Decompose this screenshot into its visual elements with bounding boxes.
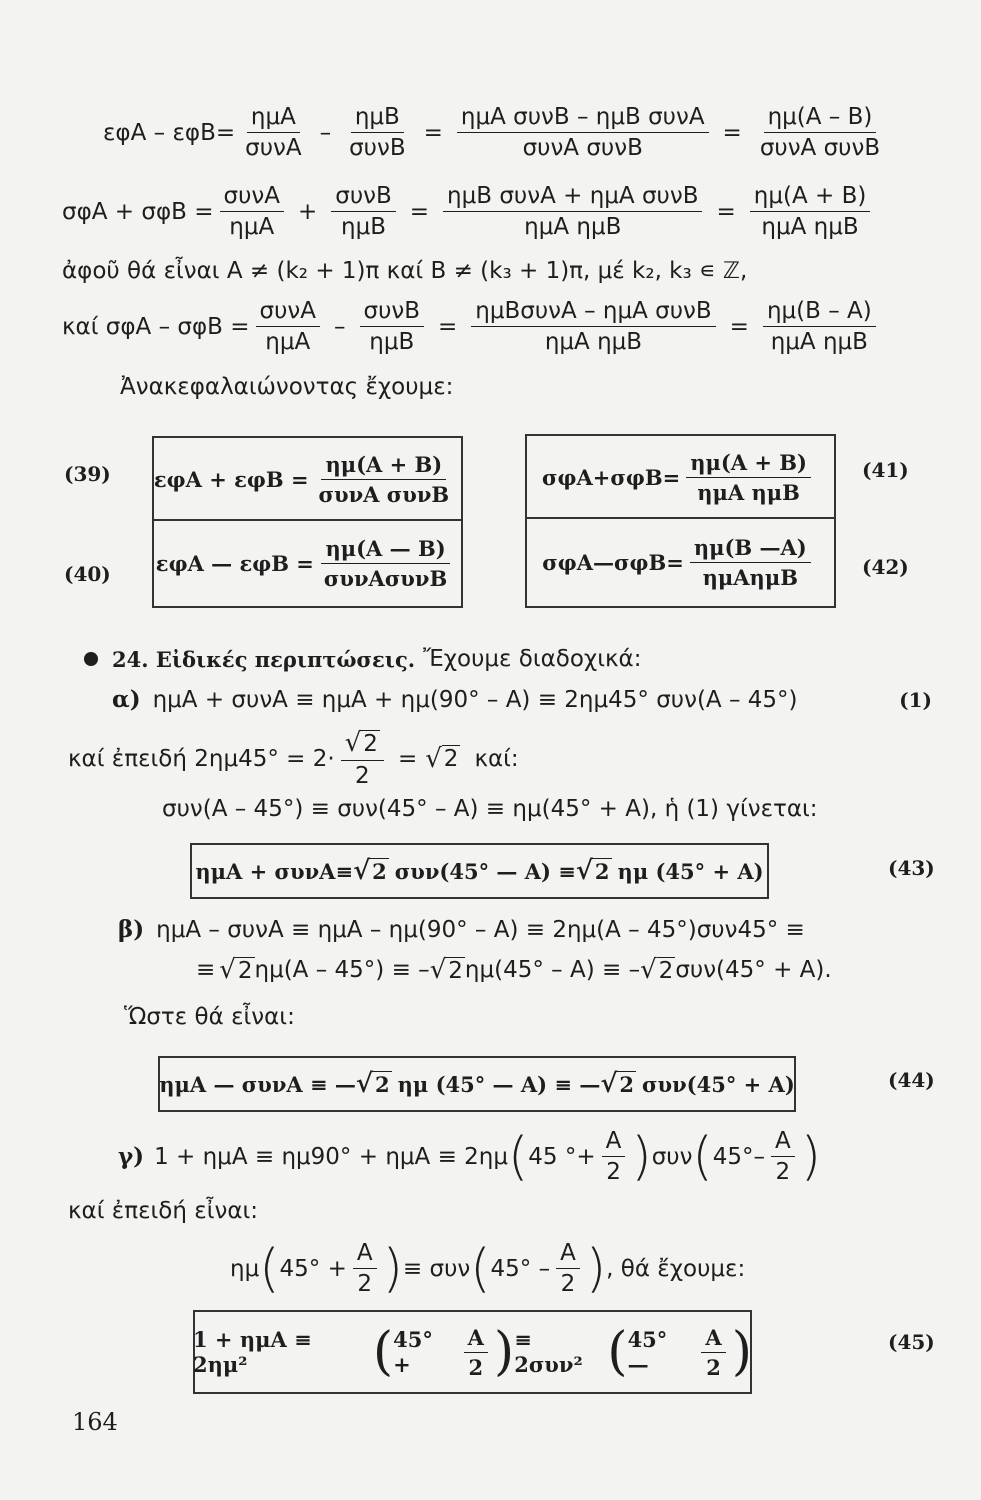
operator: – xyxy=(334,313,346,340)
root-icon: √ xyxy=(219,955,236,985)
numerator: ημ(B —A) xyxy=(690,535,811,563)
numerator: ημ(A + B) xyxy=(321,452,446,480)
equals-sign: = xyxy=(423,119,443,146)
case-g-line1 xyxy=(118,1128,821,1185)
fraction xyxy=(360,298,425,355)
fraction xyxy=(341,728,384,789)
formula-42 xyxy=(525,522,834,602)
eq-number-42: (42) xyxy=(862,555,909,579)
numerator: A xyxy=(464,1325,488,1353)
formula-part: 1 + ημA ≡ 2ημ² xyxy=(193,1327,312,1377)
formula-part: συν(45° + A) xyxy=(642,1071,795,1097)
denominator: 2 xyxy=(357,1271,373,1297)
equals-sign: = xyxy=(716,198,736,225)
numerator: συνA xyxy=(256,298,320,327)
case-label: β) xyxy=(118,916,145,943)
formula-part: 45° + xyxy=(279,1255,347,1282)
formula-43 xyxy=(190,843,769,899)
divider xyxy=(525,517,834,519)
denominator: ημA xyxy=(265,329,311,355)
root-icon: √ xyxy=(353,856,371,886)
fraction xyxy=(686,450,811,505)
denominator: συνB xyxy=(349,135,406,161)
formula-part: , θά ἔχουμε: xyxy=(606,1255,746,1282)
left-paren: ( xyxy=(692,1126,713,1187)
eq2-lhs: σφA + σφB = xyxy=(62,198,214,225)
left-paren: ( xyxy=(607,1322,628,1382)
eq-number-39: (39) xyxy=(64,462,111,486)
denominator: 2 xyxy=(355,763,370,789)
condition-line xyxy=(62,258,747,284)
formula-part: συν(45° — A) ≡ xyxy=(394,858,576,884)
eq-number-1: (1) xyxy=(899,687,932,712)
section-intro: Ἔχουμε διαδοχικά: xyxy=(423,646,642,672)
eq-number-44: (44) xyxy=(888,1068,935,1092)
denominator: ημA xyxy=(229,214,275,240)
equals-sign: = xyxy=(729,313,749,340)
equals-sign: = xyxy=(409,198,430,225)
radicand: 2 xyxy=(658,957,674,984)
section-title: 24. Εἰδικές περιπτώσεις. xyxy=(112,646,416,672)
denominator: 2 xyxy=(468,1354,484,1380)
denominator: 2 xyxy=(560,1271,576,1297)
formula-part: 45° + xyxy=(393,1327,433,1377)
denominator: ημAημB xyxy=(702,564,798,590)
formula-39 xyxy=(152,440,461,518)
formula-part: συν xyxy=(651,1143,693,1170)
numerator: συνB xyxy=(331,183,396,212)
fraction xyxy=(763,298,876,355)
eq-number-43: (43) xyxy=(888,856,935,880)
numerator: A xyxy=(602,1128,626,1157)
formula-part: 45° — xyxy=(627,1327,668,1377)
denominator: ημA ημB xyxy=(770,329,868,355)
numerator: ημ(A + B) xyxy=(750,183,871,212)
case-g-since xyxy=(68,1198,258,1224)
since-text: καί ἐπειδή 2ημ45° = 2· xyxy=(68,745,335,772)
numerator: ημA xyxy=(247,104,300,133)
formula-part: ≡ 2συν² xyxy=(514,1327,583,1377)
radicand: 2 xyxy=(594,859,610,884)
lhs: εφA — εφB = xyxy=(155,550,314,576)
formula-41 xyxy=(525,438,834,516)
fraction xyxy=(443,183,702,240)
fraction xyxy=(602,1128,626,1185)
root-icon: √ xyxy=(429,955,447,985)
numerator: ημBσυνA – ημA συνB xyxy=(471,298,715,327)
formula-part: ημ (45° — A) ≡ — xyxy=(397,1071,601,1097)
bullet-icon xyxy=(84,652,98,666)
radicand: 2 xyxy=(372,859,387,884)
formula-part: 45° – xyxy=(490,1255,551,1282)
equals-sign: = xyxy=(397,745,418,772)
fraction xyxy=(331,183,396,240)
formula-part: ≡ συν xyxy=(402,1255,471,1282)
eq3-lhs: καί σφA – σφB = xyxy=(62,313,250,340)
right-paren: ) xyxy=(585,1238,607,1299)
equation-cot-sum xyxy=(62,183,876,240)
fraction xyxy=(464,1325,488,1380)
denominator: ημA ημB xyxy=(524,214,622,240)
right-paren: ) xyxy=(382,1238,403,1299)
formula-part: ημ xyxy=(230,1255,260,1282)
fraction xyxy=(771,1128,795,1185)
root-icon: √ xyxy=(344,728,362,758)
radicand: 2 xyxy=(448,957,463,984)
left-paren: ( xyxy=(470,1238,491,1299)
fraction xyxy=(690,535,811,590)
right-paren: ) xyxy=(800,1126,822,1187)
fraction xyxy=(220,183,284,240)
operator: + xyxy=(297,198,318,225)
formula-40 xyxy=(152,524,461,602)
denominator: συνA συνB xyxy=(759,135,881,161)
left-paren: ( xyxy=(259,1238,280,1299)
since-text: καί ἐπειδή εἶναι: xyxy=(68,1198,259,1224)
case-b-formula: ημA – συνA ≡ ημA – ημ(90° – A) ≡ 2ημ(A – 45°)συν45° ≡ xyxy=(156,916,805,943)
equals-sign: = xyxy=(722,119,742,146)
formula-part: ημA — συνA ≡ — xyxy=(159,1071,356,1097)
fraction xyxy=(345,104,410,161)
denominator: ημB xyxy=(341,214,386,240)
lhs: σφA+σφB= xyxy=(542,464,681,490)
radicand: 2 xyxy=(443,746,459,772)
operator: – xyxy=(319,119,332,146)
case-a-since xyxy=(68,728,519,789)
numerator: ημ(B – A) xyxy=(763,298,876,327)
eq1-lhs: εφA – εφB= xyxy=(103,119,236,146)
case-a-line3 xyxy=(162,796,818,822)
and-text: καί: xyxy=(474,745,519,772)
case-g-line3 xyxy=(230,1240,745,1297)
numerator: ημB συνA + ημA συνB xyxy=(443,183,702,212)
lhs: σφA—σφB= xyxy=(542,549,684,575)
fraction xyxy=(750,183,871,240)
denominator: 2 xyxy=(706,1354,721,1380)
formula-part: ημ (45° + A) xyxy=(617,858,764,884)
formula-part: 45°– xyxy=(712,1143,765,1170)
case-a-formula: ημA + συνA ≡ ημA + ημ(90° – A) ≡ 2ημ45° συν(A – 45°) xyxy=(152,686,798,713)
root-icon: √ xyxy=(575,856,593,886)
fraction xyxy=(556,1240,580,1297)
case-label: α) xyxy=(112,686,141,713)
numerator: A xyxy=(771,1128,795,1157)
denominator: συνAσυνB xyxy=(323,565,448,591)
numerator: ημ(A — B) xyxy=(321,536,449,564)
denominator: ημB xyxy=(369,329,415,355)
root-icon: √ xyxy=(355,1069,374,1099)
left-paren: ( xyxy=(372,1322,394,1382)
case-label: γ) xyxy=(118,1143,145,1170)
formula-part: ≡ xyxy=(196,957,216,983)
case-b-line1 xyxy=(118,916,805,943)
right-paren: ) xyxy=(731,1322,752,1382)
denominator: συνA xyxy=(245,135,302,161)
formula-part: συν(45° + A). xyxy=(675,957,832,983)
equation-tan-difference xyxy=(103,104,890,161)
denominator: ημA ημB xyxy=(697,479,800,505)
numerator xyxy=(341,728,384,761)
formula-part: 1 + ημA ≡ ημ90° + ημA ≡ 2ημ xyxy=(154,1143,508,1170)
page-number: 164 xyxy=(72,1408,118,1436)
so-text: Ὥστε θά εἶναι: xyxy=(124,1004,295,1030)
condition-text: ἀφοῦ θά εἶναι A ≠ (k₂ + 1)π καί B ≠ (k₃ + 1)π, μέ k₂, k₃ ∊ ℤ, xyxy=(62,258,748,284)
right-paren: ) xyxy=(493,1322,515,1382)
right-paren: ) xyxy=(631,1126,652,1187)
denominator: 2 xyxy=(775,1159,791,1185)
radicand: 2 xyxy=(363,731,378,757)
formula-part: ημA + συνA≡ xyxy=(195,858,354,884)
numerator: A xyxy=(353,1240,377,1269)
summary-line xyxy=(120,374,453,400)
radicand: 2 xyxy=(237,957,253,984)
numerator: συνB xyxy=(360,298,425,327)
fraction xyxy=(320,536,451,591)
case-a-text: συν(A – 45°) ≡ συν(45° – A) ≡ ημ(45° + A), ἡ (1) γίνεται: xyxy=(162,796,818,822)
section-heading xyxy=(84,646,641,672)
numerator: ημ(A – B) xyxy=(764,104,877,133)
fraction xyxy=(756,104,884,161)
case-b-so xyxy=(124,1004,295,1030)
divider xyxy=(152,519,461,521)
lhs: εφA + εφB = xyxy=(153,466,309,492)
summary-text: Ἀνακεφαλαιώνοντας ἔχουμε: xyxy=(120,374,454,400)
formula-part: ημ(A – 45°) ≡ – xyxy=(254,957,430,983)
fraction xyxy=(315,452,454,507)
radicand: 2 xyxy=(619,1072,635,1097)
numerator: ημ(A + B) xyxy=(686,450,811,478)
root-icon: √ xyxy=(640,955,657,985)
denominator: ημA ημB xyxy=(761,214,859,240)
formula-part: ημ(45° – A) ≡ – xyxy=(464,957,641,983)
formula-44 xyxy=(158,1056,796,1112)
equals-sign: = xyxy=(438,313,458,340)
denominator: ημA ημB xyxy=(544,329,643,355)
left-paren: ( xyxy=(508,1126,529,1187)
numerator: συνA xyxy=(220,183,284,212)
fraction xyxy=(241,104,305,161)
case-b-line2 xyxy=(196,955,832,985)
formula-45 xyxy=(193,1310,752,1394)
eq-number-41: (41) xyxy=(862,458,909,482)
denominator: 2 xyxy=(606,1159,621,1185)
root-icon: √ xyxy=(600,1069,618,1099)
numerator: ημB xyxy=(351,104,404,133)
radicand: 2 xyxy=(375,1072,390,1097)
root-icon: √ xyxy=(425,743,442,774)
eq-number-40: (40) xyxy=(64,562,111,586)
fraction xyxy=(353,1240,377,1297)
denominator: συνA συνB xyxy=(522,135,643,161)
numerator: ημA συνB – ημB συνA xyxy=(457,104,709,133)
equation-cot-difference xyxy=(62,298,882,355)
formula-part: 45 °+ xyxy=(528,1143,596,1170)
fraction xyxy=(457,104,709,161)
numerator: A xyxy=(556,1240,580,1269)
fraction xyxy=(471,298,715,355)
case-a-line xyxy=(112,686,932,713)
eq-number-45: (45) xyxy=(888,1330,935,1354)
fraction xyxy=(701,1325,725,1380)
fraction xyxy=(256,298,320,355)
numerator: A xyxy=(701,1325,725,1353)
denominator: συνA συνB xyxy=(318,481,450,507)
